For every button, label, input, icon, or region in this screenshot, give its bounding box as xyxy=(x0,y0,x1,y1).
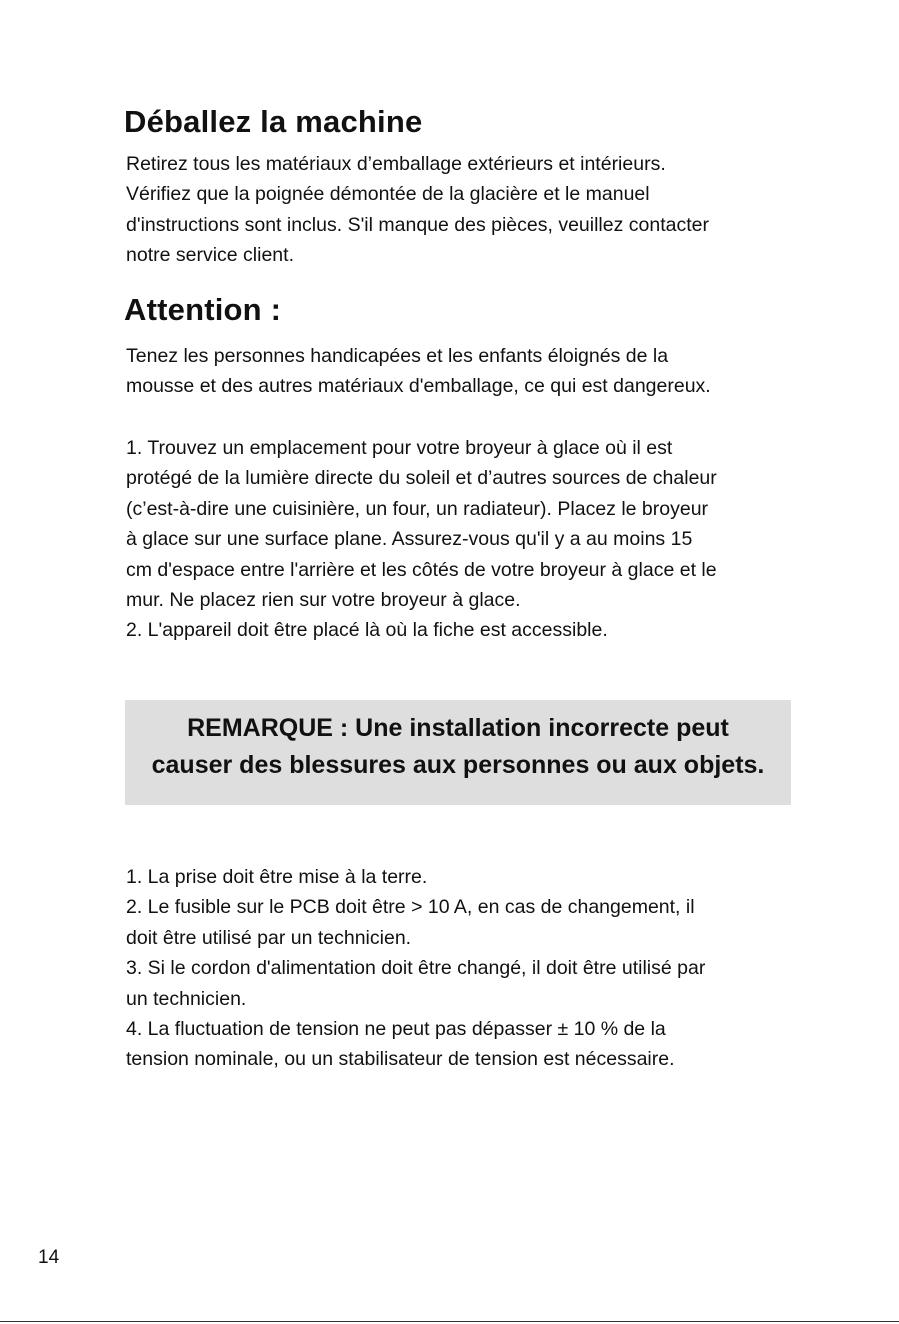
electrical-requirements-list xyxy=(126,862,705,1075)
text-line: 1. La prise doit être mise à la terre. xyxy=(126,866,428,888)
text-line: causer des blessures aux personnes ou aux objets. xyxy=(151,751,765,779)
text-line: mousse et des autres matériaux d'emballage, ce qui est dangereux. xyxy=(126,375,711,398)
text-line: 1. Trouvez un emplacement pour votre broyeur à glace où il est xyxy=(126,437,673,459)
text-line: tension nominale, ou un stabilisateur de tension est nécessaire. xyxy=(126,1048,675,1071)
text-line: protégé de la lumière directe du soleil et d’autres sources de chaleur xyxy=(126,467,717,490)
remark-callout-box xyxy=(125,700,791,805)
text-line: d'instructions sont inclus. S'il manque des pièces, veuillez contacter xyxy=(126,213,709,236)
text-line: REMARQUE : Une installation incorrecte peut xyxy=(187,714,729,742)
attention-warning-paragraph xyxy=(126,341,711,402)
text-line: notre service client. xyxy=(126,244,294,267)
unpack-heading: Déballez la machine xyxy=(124,104,423,139)
text-line: un technicien. xyxy=(126,987,247,1010)
text-line: 4. La fluctuation de tension ne peut pas dépasser ± 10 % de la xyxy=(126,1018,666,1041)
text-line: mur. Ne placez rien sur votre broyeur à glace. xyxy=(126,589,521,612)
placement-steps-list xyxy=(126,433,717,646)
page-number: 14 xyxy=(38,1247,60,1268)
text-line: 3. Si le cordon d'alimentation doit être changé, il doit être utilisé par xyxy=(126,957,706,980)
unpack-paragraph xyxy=(126,149,709,271)
text-line: 2. L'appareil doit être placé là où la fiche est accessible. xyxy=(126,619,608,642)
attention-heading: Attention : xyxy=(124,292,282,327)
text-line: Retirez tous les matériaux d’emballage extérieurs et intérieurs. xyxy=(126,153,666,175)
text-line: à glace sur une surface plane. Assurez-vous qu'il y a au moins 15 xyxy=(126,528,693,551)
text-line: doit être utilisé par un technicien. xyxy=(126,926,412,949)
page-bottom-divider xyxy=(0,1321,899,1322)
text-line: 2. Le fusible sur le PCB doit être > 10 A, en cas de changement, il xyxy=(126,896,695,919)
remark-text xyxy=(125,710,791,784)
text-line: Vérifiez que la poignée démontée de la glacière et le manuel xyxy=(126,183,650,206)
text-line: (c’est-à-dire une cuisinière, un four, un radiateur). Placez le broyeur xyxy=(126,497,709,520)
text-line: cm d'espace entre l'arrière et les côtés de votre broyeur à glace et le xyxy=(126,558,717,581)
text-line: Tenez les personnes handicapées et les enfants éloignés de la xyxy=(126,345,669,367)
